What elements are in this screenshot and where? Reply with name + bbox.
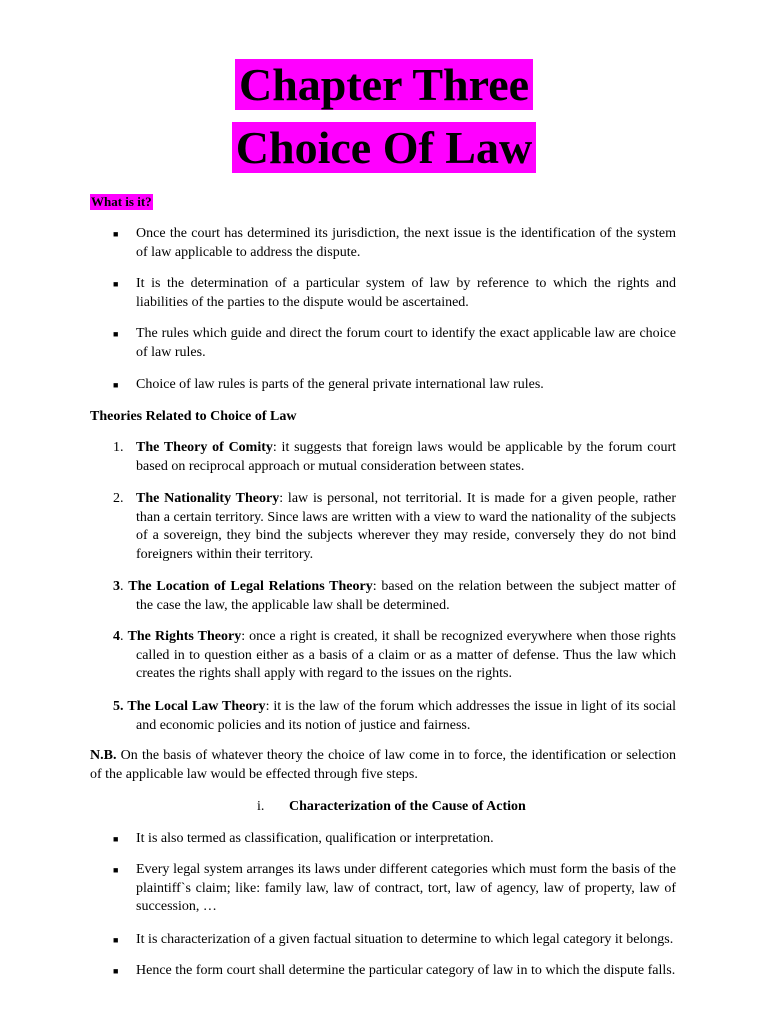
square-bullet-icon: ■ — [113, 966, 119, 976]
chapter-title: Chapter Three — [0, 58, 768, 112]
theories-heading: Theories Related to Choice of Law — [90, 409, 297, 424]
theory-name: The Location of Legal Relations Theory — [128, 579, 373, 594]
bullet-text: Once the court has determined its jurisdiction, the next issue is the identification of the system of law applicable to address the dispute. — [136, 226, 676, 260]
theory-text: The Nationality Theory: law is personal, not territorial. It is made for a given people, rather than a certain territory. Since laws are written with a view to ward the nationality of the subjects of a sovereign, they bind the subjects wherever they may reside, conversely they do not bind foreigners within their territory. — [136, 491, 676, 562]
theory-item: 5. The Local Law Theory: it is the law of the forum which addresses the issue in light of its social and economic policies and its notion of justice and fairness. — [113, 699, 677, 733]
theory-text: The Theory of Comity: it suggests that foreign laws would be applicable by the forum court based on reciprocal approach or mutual consideration between states. — [136, 440, 677, 474]
roman-numeral: i. — [257, 799, 265, 814]
theory-item: 4. The Rights Theory: once a right is created, it shall be recognized everywhere when those rights called in to question either as a basis of a claim or as a matter of defense. Thus the law which creates the rights shall apply with regard to the issues on the rights. — [113, 629, 676, 681]
square-bullet-icon: ■ — [113, 329, 119, 339]
theory-item: 3. The Location of Legal Relations Theory: based on the relation between the subject matter of the case the law, the applicable law shall be determined. — [113, 579, 676, 613]
theory-name: The Nationality Theory — [136, 491, 280, 506]
square-bullet-icon: ■ — [113, 279, 119, 289]
square-bullet-icon: ■ — [113, 834, 119, 844]
theory-name: The Local Law Theory — [127, 699, 266, 714]
list-number: 1. — [113, 440, 124, 455]
square-bullet-icon: ■ — [113, 935, 119, 945]
square-bullet-icon: ■ — [113, 229, 119, 239]
list-number: 2. — [113, 491, 124, 506]
bullet-text: It is characterization of a given factual situation to determine to which legal category it belongs. — [136, 932, 674, 947]
bullet-text: It is the determination of a particular system of law by reference to which the rights and liabilities of the parties to the dispute would be ascertained. — [136, 276, 676, 310]
list-number: 3 — [113, 579, 120, 594]
theory-name: The Rights Theory — [127, 629, 242, 644]
bullet-text: Every legal system arranges its laws under different categories which must form the basis of the plaintiff`s claim; like: family law, law of contract, tort, law of agency, law of property, law of succession, … — [136, 862, 676, 914]
step-title: Characterization of the Cause of Action — [289, 799, 526, 814]
nota-bene-paragraph: N.B. On the basis of whatever theory the choice of law come in to force, the identification or selection of the applicable law would be effected through five steps. — [90, 748, 676, 782]
bullet-text: It is also termed as classification, qualification or interpretation. — [136, 831, 494, 846]
what-is-it-label: What is it? — [91, 194, 152, 209]
chapter-subtitle: Choice Of Law — [0, 121, 768, 175]
square-bullet-icon: ■ — [113, 380, 119, 390]
bullet-text: Choice of law rules is parts of the general private international law rules. — [136, 377, 544, 392]
list-number: 4 — [113, 629, 120, 644]
bullet-text: The rules which guide and direct the forum court to identify the exact applicable law are choice of law rules. — [136, 326, 676, 360]
theory-name: The Theory of Comity — [136, 440, 273, 455]
square-bullet-icon: ■ — [113, 865, 119, 875]
bullet-text: Hence the form court shall determine the particular category of law in to which the dispute falls. — [136, 963, 676, 978]
list-number: 5. — [113, 699, 124, 714]
nb-label: N.B. — [90, 748, 117, 763]
